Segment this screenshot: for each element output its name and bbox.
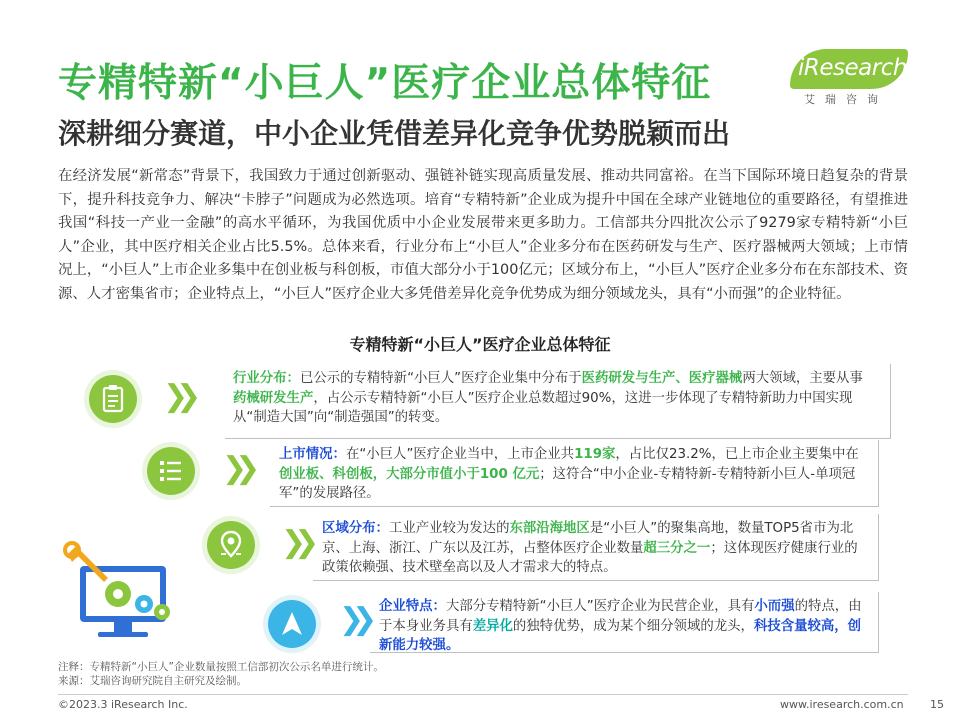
source-text: 来源：艾瑞咨询研究院自主研究及绘制。	[58, 675, 247, 687]
card-industry-h2: 药械研发生产	[233, 390, 314, 406]
card-listing-text	[279, 445, 864, 504]
page-number: 15	[930, 698, 944, 711]
card-region-text	[322, 519, 862, 578]
card-region-h1: 东部沿海地区	[509, 521, 590, 536]
footer-website[interactable]: www.iresearch.com.cn	[780, 698, 904, 711]
card-region-t2: 是“小巨人”的聚集高地，数量TOP5省市为北京、上海、浙江、广东以及江苏，占整体医疗企业数量	[322, 521, 854, 556]
card-listing-h1: 119家	[574, 447, 616, 462]
logo-cn: 艾瑞咨询	[804, 93, 888, 106]
card-region-h2: 超三分之一	[643, 540, 711, 556]
footer-copyright: ©2023.3 iResearch Inc.	[58, 698, 188, 711]
card-industry-label: 行业分布：	[233, 371, 300, 386]
card-region-label: 区域分布：	[322, 521, 389, 536]
footer-divider	[58, 694, 908, 695]
notes	[58, 660, 384, 688]
card-region-t1: 工业产业较为发达的	[388, 521, 510, 536]
card-feature-t1: 大部分专精特新“小巨人”医疗企业为民营企业，具有	[445, 599, 755, 614]
card-listing-t2: ，占比仅23.2%，已上市企业主要集中在	[615, 447, 859, 462]
clipboard-icon	[89, 375, 137, 423]
card-listing-t1: 在“小巨人”医疗企业当中，上市企业共	[345, 447, 575, 462]
card-industry-t2: 两大领域，主要从事	[742, 371, 863, 386]
card-listing-h2: 创业板、科创板，大部分市值小于100 亿元	[279, 466, 540, 482]
card-feature-text	[379, 597, 867, 656]
card-feature-t2: 的特点，由于本身业务具有	[379, 599, 862, 634]
chevron-right-icon: ❯❯	[281, 525, 308, 560]
page-subtitle: 深耕细分赛道，中小企业凭借差异化竞争优势脱颖而出	[58, 117, 731, 150]
card-region-t3: ；这体现医疗健康行业的政策依赖强、技术壁垒高以及人才需求大的特点。	[322, 540, 858, 575]
page-title: 专精特新“小巨人”医疗企业总体特征	[58, 61, 712, 106]
card-feature-h2: 差异化	[472, 618, 513, 634]
chevron-right-icon: ❯❯	[222, 451, 249, 486]
card-listing-t3: ；这符合“中小企业-专精特新-专精特新小巨人-单项冠军”的发展路径。	[279, 466, 856, 501]
card-feature-h3: 科技含量较高，创新能力较强。	[379, 618, 862, 653]
section-title: 专精特新“小巨人”医疗企业总体特征	[349, 335, 611, 354]
card-feature-t3: 的独特优势，成为某个细分领域的龙头，	[512, 618, 754, 634]
iresearch-logo	[790, 55, 910, 107]
card-industry-h1: 医药研发与生产、医疗器械	[581, 371, 743, 386]
intro-paragraph: 在经济发展“新常态”背景下，我国致力于通过创新驱动、强链补链实现高质量发展、推动共同富裕。在当下国际环境日趋复杂的背景下，提升科技竞争力、解决“卡脖子”问题成为必然选项。培育“专精特新”企业成为提升中国在全球产业链地位的重要路径，有望推进我国“科技一产业一金融”的高水平循环，为我国优质中小企业发展带来更多助力。工信部共分四批次公示了9279家专精特新“小巨人”企业，其中医疗相关企业占比5.5%。总体来看，行业分布上“小巨人”企业多分布在医药研发与生产、医疗器械两大领域；上市情况上，“小巨人”上市企业多集中在创业板与科创板，市值大部分小于100亿元；区域分布上，“小巨人”医疗企业多分布在东部技术、资源、人才密集省市；企业特点上，“小巨人”医疗企业大多凭借差异化竞争优势成为细分领域龙头，具有“小而强”的企业特征。	[58, 168, 908, 302]
card-feature-label: 企业特点：	[379, 599, 446, 614]
card-industry-text	[233, 369, 873, 428]
card-industry-t1: 已公示的专精特新“小巨人”医疗企业集中分布于	[299, 371, 582, 386]
chevron-right-icon: ❯❯	[163, 379, 190, 414]
chevron-right-icon: ❯❯	[339, 602, 366, 637]
logo-brand: iResearch	[798, 55, 907, 81]
card-listing-label: 上市情况：	[279, 447, 346, 462]
list-icon	[147, 447, 195, 495]
navigation-icon	[268, 600, 316, 648]
card-industry-t3: ，占公示专精特新“小巨人”医疗企业总数超过90%，这进一步体现了专精特新助力中国实现从“制造大国”向“制造强国”的转变。	[233, 390, 853, 425]
map-pin-icon	[207, 521, 255, 569]
card-feature-h1: 小而强	[754, 599, 795, 614]
monitor-gears-illustration	[62, 540, 182, 645]
note-text: 注释：专精特新“小巨人”企业数量按照工信部初次公示名单进行统计。	[58, 661, 384, 673]
